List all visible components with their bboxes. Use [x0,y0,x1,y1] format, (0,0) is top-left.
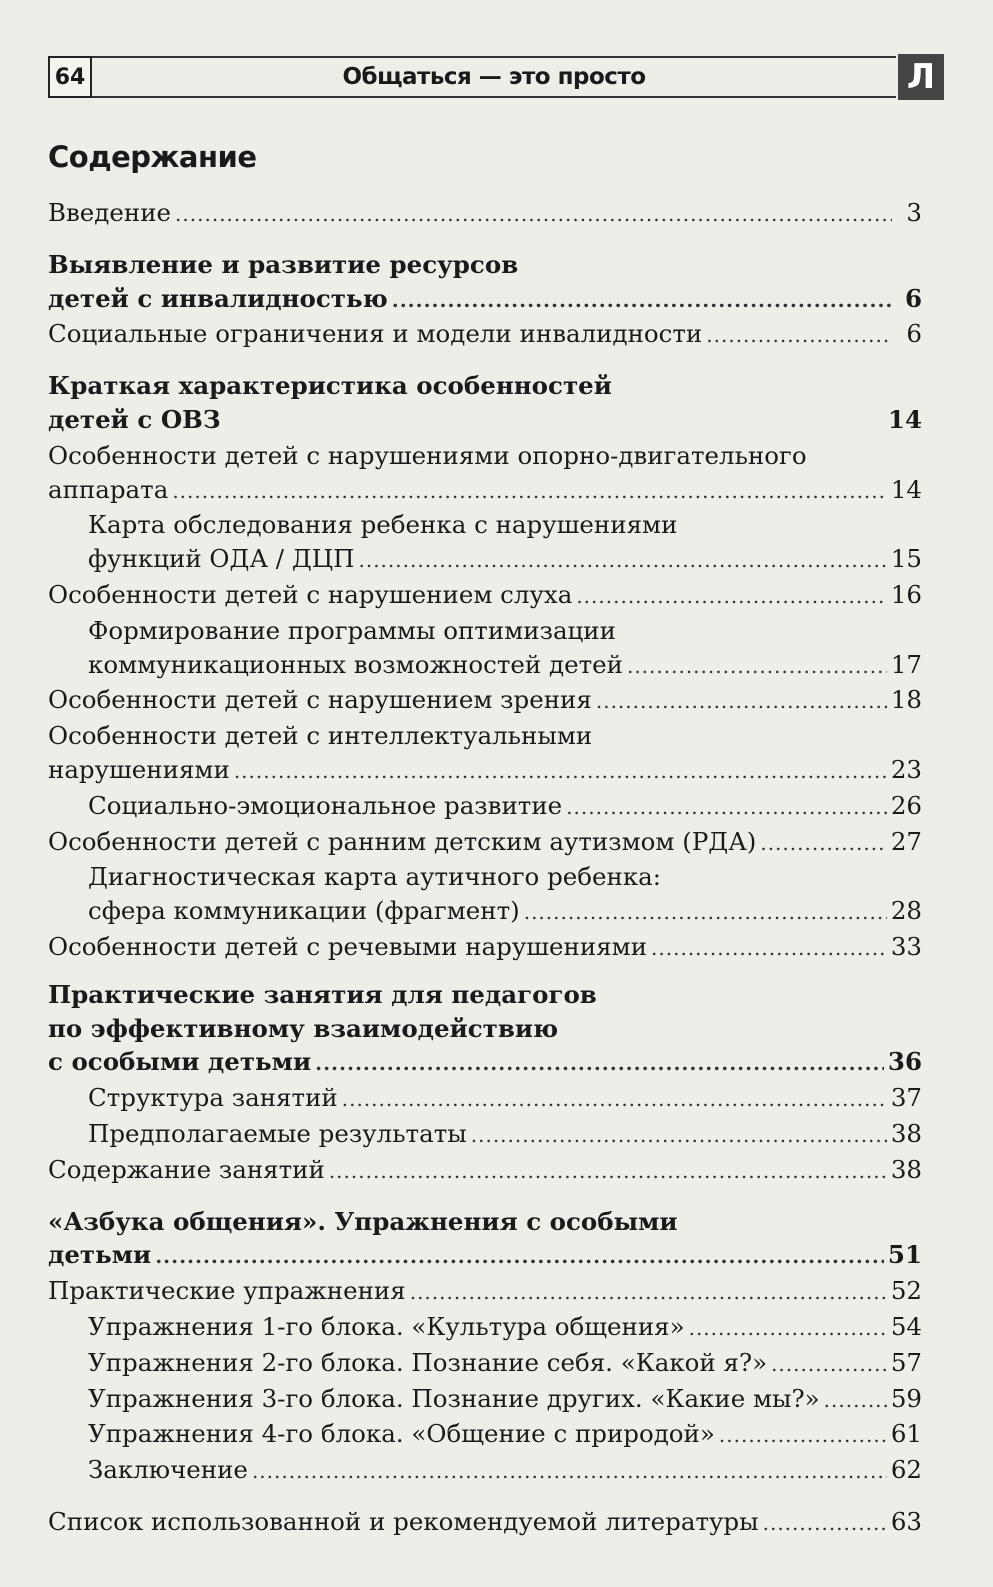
dot-leader [172,475,886,509]
dot-leader [358,544,886,578]
toc-entry-title: Особенности детей с речевыми нарушениями [48,931,648,961]
toc-entry-page: 33 [890,931,922,961]
dot-leader [689,1312,887,1346]
toc-entry-title: Введение [48,198,172,227]
toc-entry-title: Особенности детей с интеллектуальными [48,721,593,751]
toc-entry-title: Особенности детей с ранним детским аутизмом (РДА) [48,826,757,856]
toc-entry-title: Структура занятий [88,1083,338,1113]
toc-entry-page: 61 [890,1419,922,1449]
toc-entry-page: 3 [906,198,922,227]
dot-leader [596,685,887,719]
toc-entry-title: аппарата [48,474,169,504]
toc-entry-title: детей с инвалидностью [48,283,388,313]
dot-leader [471,1119,887,1153]
toc-entry-title: коммуникационных возможностей детей [88,649,623,679]
dot-leader [329,1155,887,1189]
toc-entry[interactable] [48,825,922,861]
toc-entry-title: Практические упражнения [48,1276,406,1306]
toc-entry-page: 51 [887,1240,922,1270]
toc-entry-title: сфера коммуникации (фрагмент) [88,896,520,926]
toc-entry-page: 36 [887,1047,922,1077]
toc-entry[interactable] [48,683,922,719]
toc-entry-title: детей с ОВЗ [48,404,221,434]
dot-leader [760,827,886,861]
dot-leader [175,198,892,232]
table-of-contents [48,196,922,1541]
toc-subentry[interactable] [48,1117,922,1153]
toc-entry-page: 54 [890,1311,922,1341]
running-title: Общаться — это просто [342,64,646,90]
toc-subentry[interactable] [48,1346,922,1382]
dot-leader [524,896,887,930]
toc-entry-title: Особенности детей с нарушением зрения [48,685,592,715]
dot-leader [771,1348,887,1382]
dot-leader [719,1419,887,1453]
dot-leader [576,580,887,614]
toc-entry-page: 27 [890,826,922,856]
toc-subentry[interactable] [48,508,922,578]
toc-entry-page: 63 [890,1506,922,1536]
toc-subentry[interactable] [48,1417,922,1453]
toc-entry-page: 18 [890,685,922,715]
toc-entry-page: 14 [890,474,922,504]
toc-subentry[interactable] [48,1081,922,1117]
dot-leader [824,1384,887,1418]
page-number: 64 [48,56,92,98]
toc-entry[interactable] [48,1153,922,1189]
toc-subentry[interactable] [48,1382,922,1418]
toc-entry-page: 52 [890,1276,922,1306]
toc-entry-title: Упражнения 4-го блока. «Общение с природой» [88,1419,715,1449]
toc-entry-page: 37 [890,1083,922,1113]
toc-entry-title: Список использованной и рекомендуемой литературы [48,1506,759,1536]
toc-entry-title: «Азбука общения». Упражнения с особыми [48,1206,678,1236]
dot-leader [252,1455,887,1489]
toc-section-entry[interactable] [48,369,922,439]
dot-leader [234,755,887,789]
toc-entry-title: Заключение [88,1455,248,1485]
toc-entry-page: 14 [887,404,922,434]
toc-entry-title: Выявление и развитие ресурсов [48,249,519,279]
toc-subentry[interactable] [48,1453,922,1489]
toc-entry-title: Упражнения 2-го блока. Познание себя. «Какой я?» [88,1347,768,1377]
dot-leader [342,1083,887,1117]
toc-section-entry[interactable] [48,978,922,1081]
toc-entry-page: 57 [890,1347,922,1377]
dot-leader [763,1507,887,1541]
toc-entry-page: 62 [890,1455,922,1485]
toc-entry-page: 59 [890,1383,922,1413]
publisher-logo: Л [898,54,944,100]
toc-entry-page: 16 [890,579,922,609]
toc-subentry[interactable] [48,614,922,684]
toc-entry-title: Особенности детей с нарушениями опорно-двигательного [48,440,807,470]
toc-entry-title: функций ОДА / ДЦП [88,544,355,574]
toc-entry-page: 6 [904,283,922,313]
toc-entry-title: детьми [48,1240,152,1270]
toc-entry-title: Упражнения 1-го блока. «Культура общения» [88,1311,685,1341]
page-header [48,52,944,104]
toc-entry-title: Карта обследования ребенка с нарушениями [88,510,678,540]
toc-entry-title: Формирование программы оптимизации [88,615,616,645]
toc-entry-title: Социальные ограничения и модели инвалидности [48,319,703,349]
toc-entry-title: Предполагаемые результаты [88,1118,467,1148]
toc-entry-page: 38 [890,1118,922,1148]
toc-entry-title: Социально-эмоциональное развитие [88,790,563,820]
toc-heading: Содержание [48,140,257,174]
dot-leader [706,319,892,353]
dot-leader [155,1240,884,1274]
toc-entry-title: Упражнения 3-го блока. Познание других. «Какие мы?» [88,1383,820,1413]
toc-subentry[interactable] [48,1310,922,1346]
toc-entry-page: 23 [890,754,922,784]
toc-entry[interactable] [48,1505,922,1541]
toc-entry-title: по эффективному взаимодействию [48,1013,559,1043]
toc-entry[interactable] [48,930,922,966]
toc-entry[interactable] [48,719,922,789]
toc-entry[interactable] [48,196,922,232]
toc-entry-title: Краткая характеристика особенностей [48,371,612,401]
dot-leader [627,650,887,684]
dot-leader [315,1047,884,1081]
toc-entry-page: 38 [890,1154,922,1184]
toc-entry-title: Содержание занятий [48,1154,325,1184]
toc-section-entry[interactable] [48,248,922,318]
toc-entry[interactable] [48,317,922,353]
header-rule-bottom [92,96,896,98]
toc-entry[interactable] [48,578,922,614]
toc-subentry[interactable] [48,860,922,930]
toc-entry-page: 6 [906,319,922,349]
toc-entry-page: 28 [890,896,922,926]
dot-leader [566,791,887,825]
toc-entry-title: нарушениями [48,754,230,784]
dot-leader [651,932,887,966]
toc-entry-title: с особыми детьми [48,1047,312,1077]
toc-entry-title: Практические занятия для педагогов [48,979,597,1009]
toc-entry[interactable] [48,1274,922,1310]
toc-entry-page: 15 [890,544,922,574]
toc-entry[interactable] [48,439,922,509]
toc-entry-title: Диагностическая карта аутичного ребенка: [88,862,661,892]
toc-entry-page: 26 [890,790,922,820]
dot-leader [410,1276,887,1310]
toc-entry-title: Особенности детей с нарушением слуха [48,579,573,609]
dot-leader [392,284,892,318]
toc-section-entry[interactable] [48,1205,922,1275]
toc-subentry[interactable] [48,789,922,825]
toc-entry-page: 17 [890,649,922,679]
